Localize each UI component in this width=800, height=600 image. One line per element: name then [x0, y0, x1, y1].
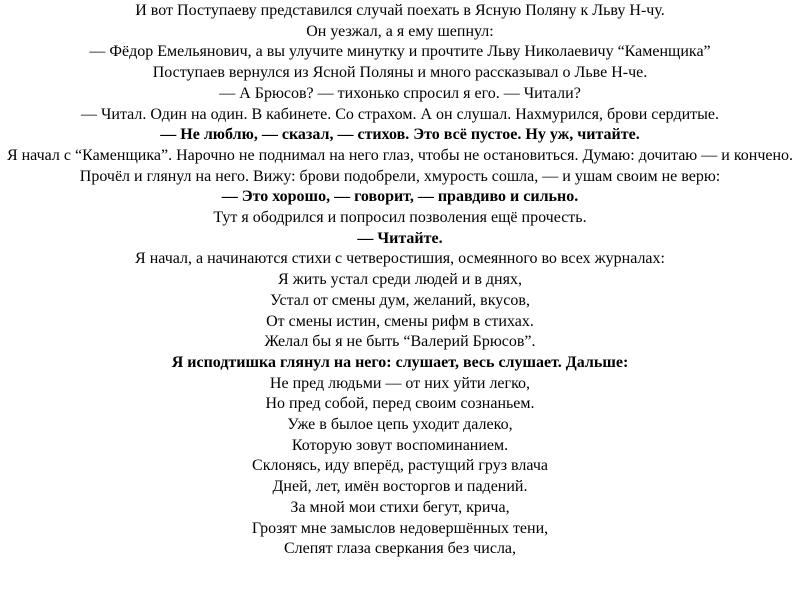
text-line: И вот Поступаеву представился случай поехать в Ясную Поляну к Льву Н-чу. [135, 2, 665, 19]
text-line: — Это хорошо, — говорит, — правдиво и сильно. [221, 188, 579, 206]
text-line: Я начал с “Каменщика”. Нарочно не поднимал на него глаз, чтобы не остановиться. Думаю: дочитаю — и кончено. Прочёл и глянул на него. Вижу: брови подобрели, хмурость сошла, — и ушам своим не верю: [6, 146, 794, 185]
text-line: Не пред людьми — от них уйти легко, [269, 374, 531, 392]
text-line: Я начал, а начинаются стихи с четверостишия, осмеянного во всех журналах: [135, 250, 665, 268]
text-line: Он уезжал, а я ему шепнул: [306, 22, 494, 40]
text-line: — Фёдор Емельянович, а вы улучите минутку и прочтите Льву Николаевичу “Каменщика” [89, 43, 711, 61]
text-line: — А Брюсов? — тихонько спросил я его. — Читали? [219, 84, 581, 102]
text-line: За мной мои стихи бегут, крича, [290, 498, 510, 516]
text-line: От смены истин, смены рифм в стихах. [266, 312, 534, 330]
text-line: Но пред собой, перед своим сознаньем. [265, 395, 535, 413]
text-line: Склонясь, иду вперёд, растущий груз влача [252, 457, 548, 475]
text-line: Уже в былое цепь уходит далеко, [287, 416, 513, 434]
text-line: Грозят мне замыслов недовершённых тени, [251, 519, 549, 537]
text-line: Я исподтишка глянул на него: слушает, весь слушает. Дальше: [171, 353, 629, 371]
text-line: Которую зовут воспоминанием. [291, 436, 509, 454]
text-line: Дней, лет, имён восторгов и падений. [272, 478, 528, 496]
text-line: Я жить устал среди людей и в днях, [278, 271, 522, 289]
text-line: Тут я ободрился и попросил позволения ещё прочесть. [213, 209, 587, 227]
text-line: Слепят глаза сверкания без числа, [283, 540, 517, 558]
text-line: — Читал. Один на один. В кабинете. Со страхом. А он слушал. Нахмурился, брови сердитые. [80, 105, 720, 123]
text-line: Желал бы я не быть “Валерий Брюсов”. [264, 333, 536, 351]
text-line: Поступаев вернулся из Ясной Поляны и много рассказывал о Льве Н-че. [152, 64, 648, 82]
text-line: — Читайте. [357, 229, 443, 247]
text-line: — Не люблю, — сказал, — стихов. Это всё пустое. Ну уж, читайте. [160, 126, 640, 144]
text-line: Устал от смены дум, желаний, вкусов, [270, 291, 530, 309]
